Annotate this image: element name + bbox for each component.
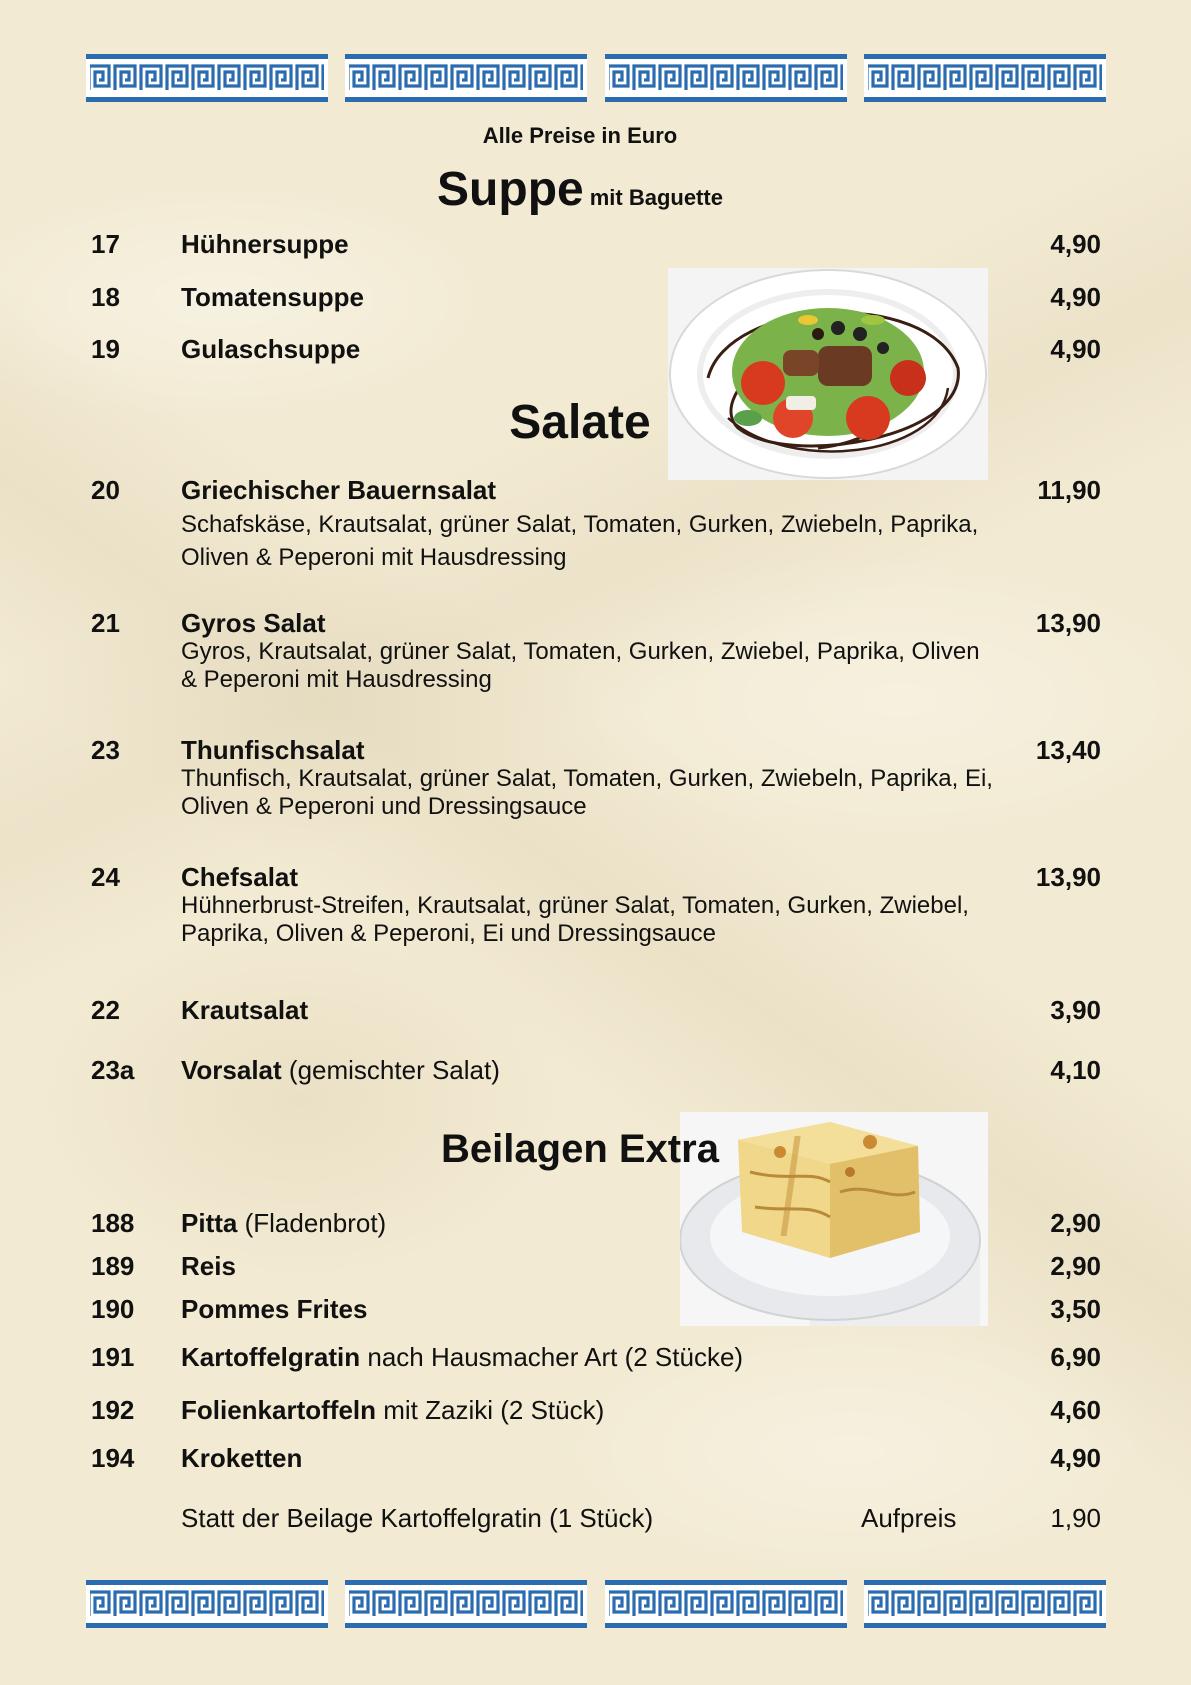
item-name: Thunfischsalat (181, 735, 365, 765)
greek-key-meander-icon (864, 54, 1106, 102)
item-price: 2,90 (1050, 1208, 1101, 1238)
item-name-row (181, 1395, 604, 1426)
item-name: Gyros Salat (181, 608, 326, 638)
greek-key-meander-icon (86, 1580, 328, 1628)
item-price: 4,90 (1050, 1443, 1101, 1473)
greek-key-meander-icon (345, 54, 587, 102)
sides-title: Beilagen Extra (441, 1127, 719, 1171)
item-number: 191 (91, 1342, 135, 1372)
item-number: 23a (91, 1055, 135, 1085)
item-number: 17 (91, 229, 120, 259)
greek-key-meander-icon (864, 1580, 1106, 1628)
item-number: 189 (91, 1251, 135, 1281)
item-price: 4,90 (1050, 334, 1101, 364)
item-name: Vorsalat (181, 1055, 282, 1085)
item-name: Pommes Frites (181, 1294, 368, 1324)
item-name: Griechischer Bauernsalat (181, 475, 497, 505)
item-description: Thunfisch, Krautsalat, grüner Salat, Tomaten, Gurken, Zwiebeln, Paprika, Ei, Oliven & Peperoni und Dressingsauce (181, 765, 993, 820)
item-number: 20 (91, 475, 120, 505)
item-number: 190 (91, 1294, 135, 1324)
item-price: 4,90 (1050, 282, 1101, 312)
item-number: 22 (91, 995, 120, 1025)
item-name: Kroketten (181, 1443, 303, 1473)
soup-heading (0, 162, 1160, 217)
item-extra: (Fladenbrot) (244, 1208, 387, 1238)
item-name: Gulaschsuppe (181, 334, 361, 364)
item-name: Folienkartoffeln (181, 1395, 377, 1425)
price-note: Alle Preise in Euro (482, 123, 678, 148)
item-price: 13,40 (1035, 735, 1101, 765)
item-price: 2,90 (1050, 1251, 1101, 1281)
item-number: 194 (91, 1443, 135, 1473)
top-border (86, 54, 1106, 102)
item-number: 23 (91, 735, 120, 765)
item-price: 6,90 (1050, 1342, 1101, 1372)
surcharge-text: Statt der Beilage Kartoffelgratin (1 Stück) (181, 1503, 654, 1533)
item-extra: (gemischter Salat) (288, 1055, 500, 1085)
item-name: Krautsalat (181, 995, 309, 1025)
item-price: 4,10 (1050, 1055, 1101, 1085)
item-price: 3,50 (1050, 1294, 1101, 1324)
sides-heading (0, 1127, 1160, 1172)
soup-subtitle: mit Baguette (589, 185, 723, 210)
item-number: 19 (91, 334, 120, 364)
item-extra: mit Zaziki (2 Stück) (383, 1395, 605, 1425)
item-number: 192 (91, 1395, 135, 1425)
greek-key-meander-icon (345, 1580, 587, 1628)
item-price: 13,90 (1035, 608, 1101, 638)
item-number: 21 (91, 608, 120, 638)
item-price: 13,90 (1035, 862, 1101, 892)
surcharge-price: 1,90 (1050, 1503, 1101, 1533)
item-name: Reis (181, 1251, 236, 1281)
item-name: Chefsalat (181, 862, 299, 892)
item-description: Hühnerbrust-Streifen, Krautsalat, grüner Salat, Tomaten, Gurken, Zwiebel, Paprika, Oliven & Peperoni, Ei und Dressingsauce (181, 892, 969, 947)
greek-key-meander-icon (605, 54, 847, 102)
greek-key-meander-icon (86, 54, 328, 102)
greek-key-meander-icon (605, 1580, 847, 1628)
item-price: 11,90 (1037, 475, 1101, 505)
salads-heading (0, 395, 1160, 450)
item-price: 4,90 (1050, 229, 1101, 259)
item-description: Schafskäse, Krautsalat, grüner Salat, Tomaten, Gurken, Zwiebeln, Paprika, Oliven & Peperoni mit Hausdressing (181, 511, 979, 571)
item-name: Kartoffelgratin (181, 1342, 361, 1372)
item-number: 188 (91, 1208, 135, 1238)
item-name: Tomatensuppe (181, 282, 364, 312)
item-name: Pitta (181, 1208, 238, 1238)
surcharge-label: Aufpreis (861, 1503, 957, 1533)
item-name-row (181, 1208, 386, 1239)
item-price: 4,60 (1050, 1395, 1101, 1425)
bottom-border (86, 1580, 1106, 1628)
item-price: 3,90 (1050, 995, 1101, 1025)
item-name: Hühnersuppe (181, 229, 349, 259)
item-name-row (181, 1342, 743, 1373)
soup-title: Suppe (437, 163, 584, 216)
item-number: 24 (91, 862, 120, 892)
item-description: Gyros, Krautsalat, grüner Salat, Tomaten, Gurken, Zwiebel, Paprika, Oliven & Peperoni mit Hausdressing (181, 638, 980, 693)
item-name-row (181, 1055, 500, 1086)
item-extra: nach Hausmacher Art (2 Stücke) (367, 1342, 744, 1372)
item-number: 18 (91, 282, 120, 312)
salads-title: Salate (509, 396, 651, 449)
